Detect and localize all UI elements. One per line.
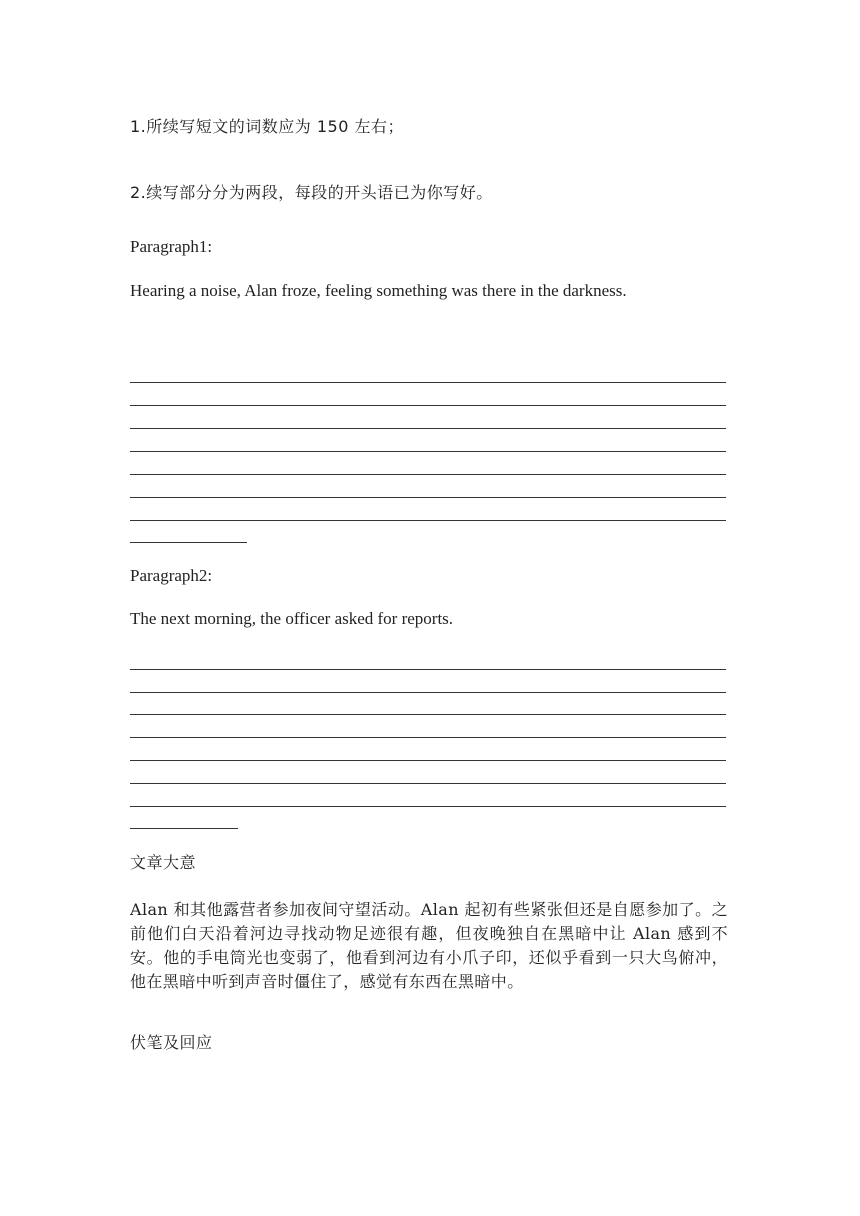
writing-line (130, 669, 726, 670)
paragraph2-opening: The next morning, the officer asked for reports. (130, 609, 454, 628)
paragraph1-opening: Hearing a noise, Alan froze, feeling something was there in the darkness. (130, 281, 627, 300)
writing-line (130, 451, 726, 452)
writing-line (130, 428, 726, 429)
writing-line (130, 714, 726, 715)
writing-line (130, 520, 726, 521)
writing-line (130, 474, 726, 475)
writing-line (130, 760, 726, 761)
writing-line (130, 828, 238, 829)
requirement-2: 2.续写部分分为两段，每段的开头语已为你写好。 (130, 183, 493, 202)
summary-text: Alan 和其他露营者参加夜间守望活动。Alan 起初有些紧张但还是自愿参加了。之前他们白天沿着河边寻找动物足迹很有趣，但夜晚独自在黑暗中让 Alan 感到不安。他的手电筒光也变弱了，他看到河边有小爪子印，还似乎看到一只大鸟俯冲，他在黑暗中听到声音时僵住了，感觉有东西在黑暗中。 (130, 900, 728, 991)
writing-line (130, 783, 726, 784)
writing-line (130, 405, 726, 406)
summary-heading: 文章大意 (130, 853, 197, 872)
paragraph1-label: Paragraph1: (130, 237, 213, 256)
requirement-1: 1.所续写短文的词数应为 150 左右； (130, 117, 404, 136)
foreshadow-heading: 伏笔及回应 (130, 1033, 213, 1052)
writing-line (130, 542, 247, 543)
paragraph2-label: Paragraph2: (130, 566, 213, 585)
writing-line (130, 497, 726, 498)
writing-line (130, 806, 726, 807)
writing-line (130, 382, 726, 383)
writing-line (130, 737, 726, 738)
writing-line (130, 692, 726, 693)
